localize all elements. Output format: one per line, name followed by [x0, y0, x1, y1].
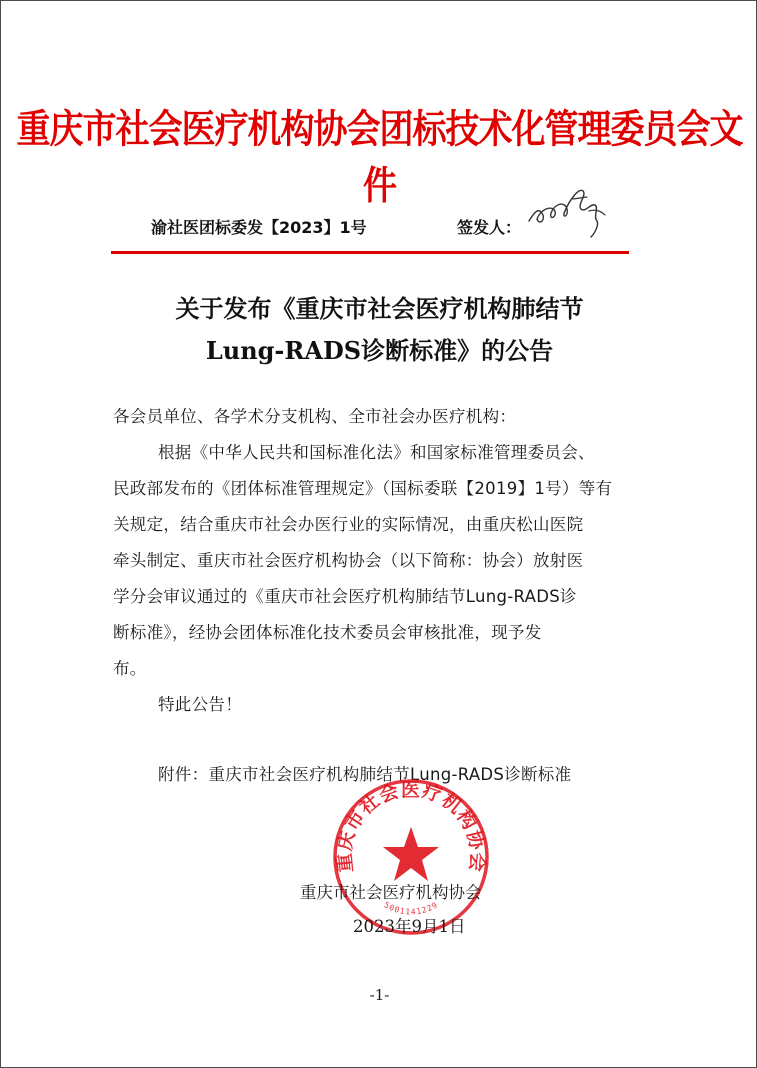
- paragraph-line: 关规定，结合重庆市社会办医行业的实际情况，由重庆松山医院: [113, 515, 584, 534]
- handwritten-signature: [525, 181, 615, 239]
- document-number: 渝社医团标委发【2023】1号: [151, 218, 367, 237]
- closing-remark: 特此公告！: [158, 695, 242, 714]
- signoff-date: 2023年9月1日: [353, 917, 466, 936]
- paragraph-line: 断标准》，经协会团体标准化技术委员会审核批准，现予发: [113, 623, 542, 642]
- paragraph-line: 根据《中华人民共和国标准化法》和国家标准管理委员会、: [158, 443, 595, 462]
- page-number: -1-: [369, 986, 390, 1004]
- notice-title-line-1: 关于发布《重庆市社会医疗机构肺结节: [175, 294, 584, 323]
- attachment-line: 附件：重庆市社会医疗机构肺结节Lung-RADS诊断标准: [158, 765, 572, 784]
- signoff-organization: 重庆市社会医疗机构协会: [300, 883, 482, 902]
- notice-title-line-2: Lung-RADS诊断标准》的公告: [205, 336, 554, 365]
- paragraph-line: 布。: [113, 659, 147, 678]
- paragraph-line: 民政部发布的《团体标准管理规定》（国标委联【2019】1号）等有: [113, 479, 613, 498]
- signer-label: 签发人：: [457, 218, 522, 237]
- salutation: 各会员单位、各学术分支机构、全市社会办医疗机构：: [113, 407, 517, 426]
- paragraph-line: 牵头制定、重庆市社会医疗机构协会（以下简称：协会）放射医: [113, 551, 584, 570]
- paragraph-line: 学分会审议通过的《重庆市社会医疗机构肺结节Lung-RADS诊: [113, 587, 577, 606]
- header-divider: [111, 251, 629, 254]
- document-header-title: 重庆市社会医疗机构协会团标技术化管理委员会文件: [16, 106, 743, 210]
- seal-org-text: 重庆市社会医疗机构协会: [333, 778, 489, 874]
- seal-code: 5001141229: [382, 900, 440, 917]
